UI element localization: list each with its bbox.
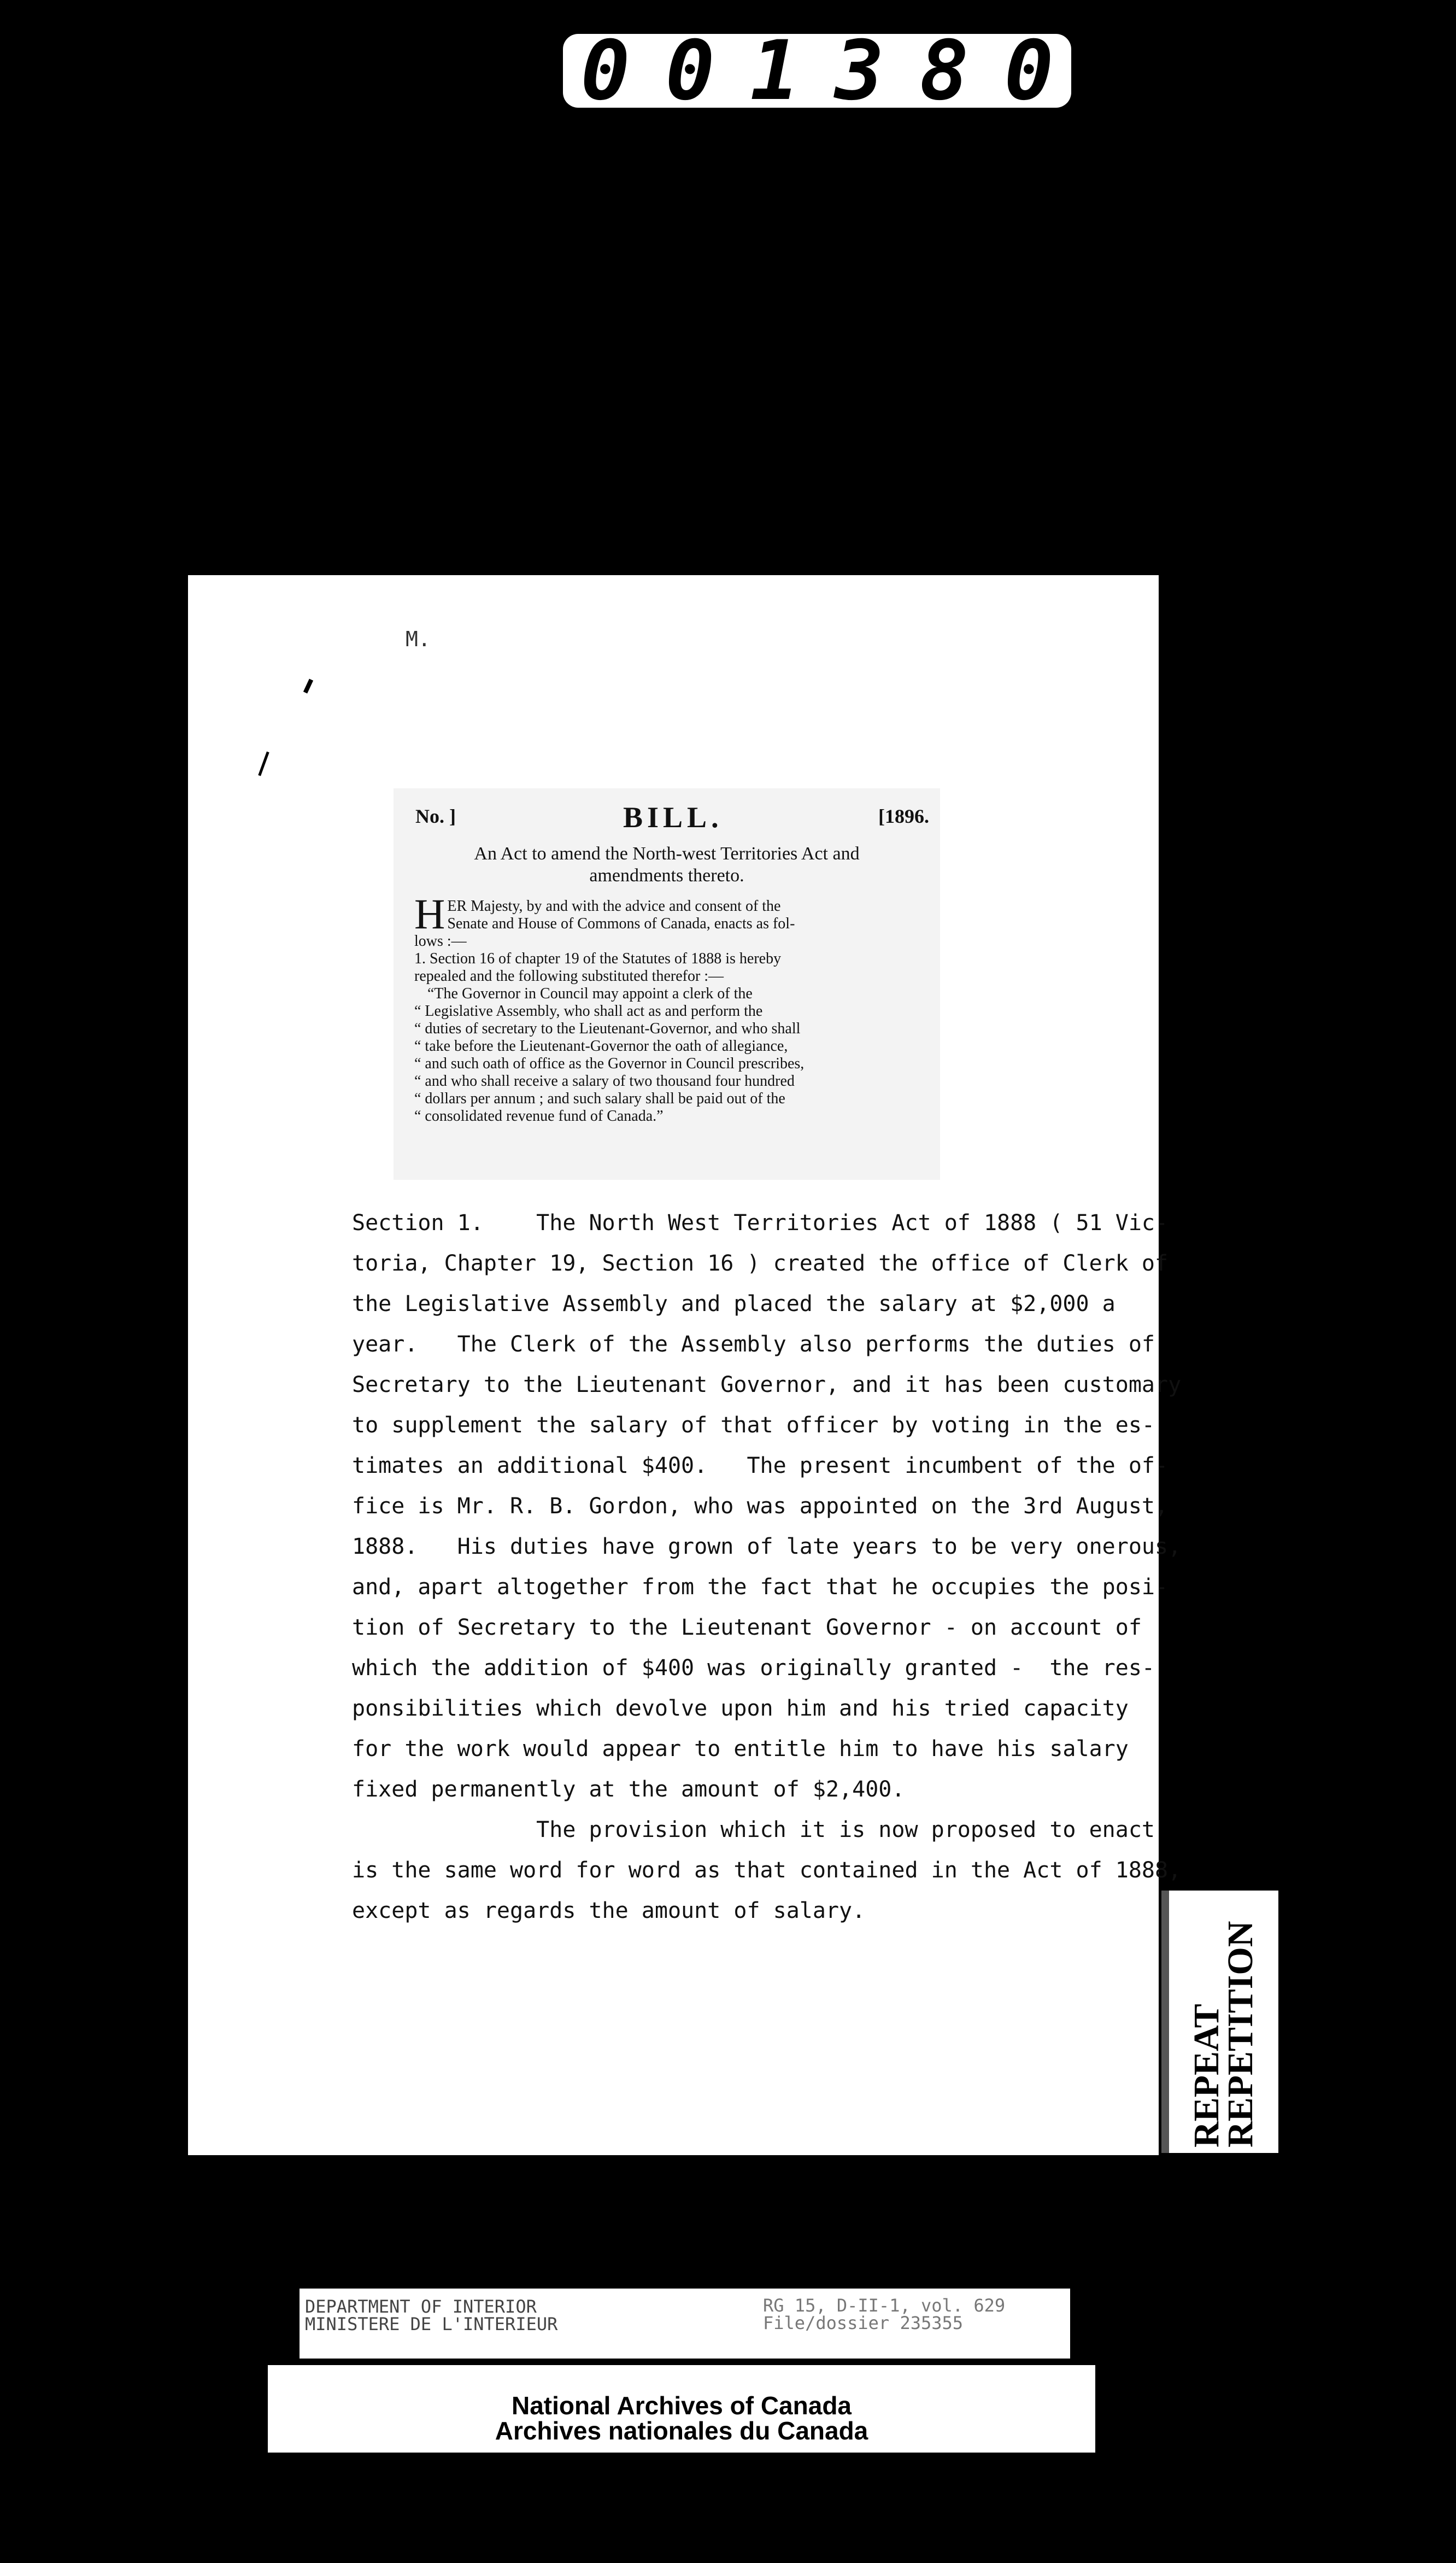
archives-name-fr: Archives nationales du Canada	[495, 2416, 868, 2445]
bill-heading: BILL.	[623, 801, 723, 834]
typed-line: toria, Chapter 19, Section 16 ) created the office of Clerk of	[352, 1251, 1169, 1276]
bill-title-line: amendments thereto.	[589, 865, 744, 886]
enacting-line: ER Majesty, by and with the advice and consent of the	[447, 898, 781, 915]
stamp-line: REPEAT	[1187, 2004, 1226, 2147]
typed-line: except as regards the amount of salary.	[352, 1898, 866, 1923]
section-line: 1. Section 16 of chapter 19 of the Statutes of 1888 is hereby	[414, 950, 782, 967]
repeat-stamp-text	[1187, 1896, 1260, 2147]
typed-line: for the work would appear to entitle him to have his salary	[352, 1736, 1129, 1762]
bill-clipping	[394, 788, 940, 1180]
frame-digit: 3	[835, 23, 884, 119]
ink-mark	[303, 679, 313, 694]
section-line: “ take before the Lieutenant-Governor the oath of allegiance,	[414, 1038, 788, 1055]
ink-mark	[258, 752, 269, 776]
bill-title	[404, 843, 929, 887]
frame-digit: 8	[919, 23, 969, 119]
frame-digit: 0	[665, 23, 715, 119]
typed-line: ponsibilities which devolve upon him and his tried capacity	[352, 1696, 1129, 1721]
typed-line: fixed permanently at the amount of $2,400.	[352, 1777, 905, 1802]
archives-name-en: National Archives of Canada	[511, 2391, 852, 2420]
drop-cap: H	[414, 890, 445, 938]
repeat-stamp	[1161, 1891, 1278, 2153]
typed-line: Section 1. The North West Territories Act of 1888 ( 51 Vic-	[352, 1210, 1169, 1236]
typed-line: is the same word for word as that contained in the Act of 1888,	[352, 1858, 1182, 1883]
document-page	[188, 575, 1182, 2155]
typed-line: timates an additional $400. The present incumbent of the of-	[352, 1453, 1169, 1478]
section-line: “ and such oath of office as the Governor in Council prescribes,	[414, 1055, 805, 1072]
section-line: “ duties of secretary to the Lieutenant-Governor, and who shall	[414, 1020, 801, 1037]
section-line: “ dollars per annum ; and such salary shall be paid out of the	[414, 1090, 785, 1107]
frame-digit: 1	[750, 23, 800, 119]
section-line: “The Governor in Council may appoint a clerk of the	[427, 985, 753, 1002]
bill-number: No. ]	[415, 805, 456, 827]
bill-title-line: An Act to amend the North-west Territories Act and	[474, 844, 860, 864]
typed-line: which the addition of $400 was originally granted - the res-	[352, 1655, 1155, 1681]
department-name-en: DEPARTMENT OF INTERIOR	[305, 2296, 537, 2317]
section-line: repealed and the following substituted therefor :—	[414, 968, 724, 985]
typed-line: The provision which it is now proposed to enact	[352, 1817, 1155, 1842]
typed-line: 1888. His duties have grown of late years to be very onerous,	[352, 1534, 1182, 1559]
typed-line: the Legislative Assembly and placed the salary at $2,000 a	[352, 1291, 1116, 1316]
section-line: “ consolidated revenue fund of Canada.”	[414, 1108, 664, 1125]
typed-line: fice is Mr. R. B. Gordon, who was appointed on the 3rd August,	[352, 1494, 1169, 1519]
enacting-line: lows :—	[414, 933, 467, 950]
department-name-fr: MINISTERE DE L'INTERIEUR	[305, 2314, 558, 2334]
stamp-line: REPETITION	[1220, 1921, 1260, 2147]
archives-label	[268, 2365, 1095, 2453]
file-reference: File/dossier 235355	[763, 2313, 964, 2333]
enacting-line: Senate and House of Commons of Canada, enacts as fol-	[447, 915, 795, 932]
section-line: “ Legislative Assembly, who shall act as and perform the	[414, 1003, 763, 1020]
frame-number	[563, 23, 1071, 119]
record-group-reference: RG 15, D-II-1, vol. 629	[763, 2295, 1006, 2316]
typed-line: and, apart altogether from the fact that he occupies the posi-	[352, 1575, 1169, 1600]
typed-line: tion of Secretary to the Lieutenant Governor - on account of	[352, 1615, 1142, 1640]
frame-digit: 0	[580, 23, 630, 119]
frame-digit: 0	[1004, 23, 1054, 119]
bill-header	[415, 801, 929, 838]
typed-line: year. The Clerk of the Assembly also performs the duties of	[352, 1332, 1155, 1357]
department-label	[300, 2289, 1070, 2359]
section-line: “ and who shall receive a salary of two thousand four hundred	[414, 1073, 795, 1090]
typed-line: to supplement the salary of that officer by voting in the es-	[352, 1413, 1155, 1438]
bill-year: [1896.	[878, 805, 929, 827]
page-mark: M.	[406, 627, 431, 651]
typed-line: Secretary to the Lieutenant Governor, and it has been customary	[352, 1372, 1182, 1397]
bill-body	[414, 890, 924, 1125]
